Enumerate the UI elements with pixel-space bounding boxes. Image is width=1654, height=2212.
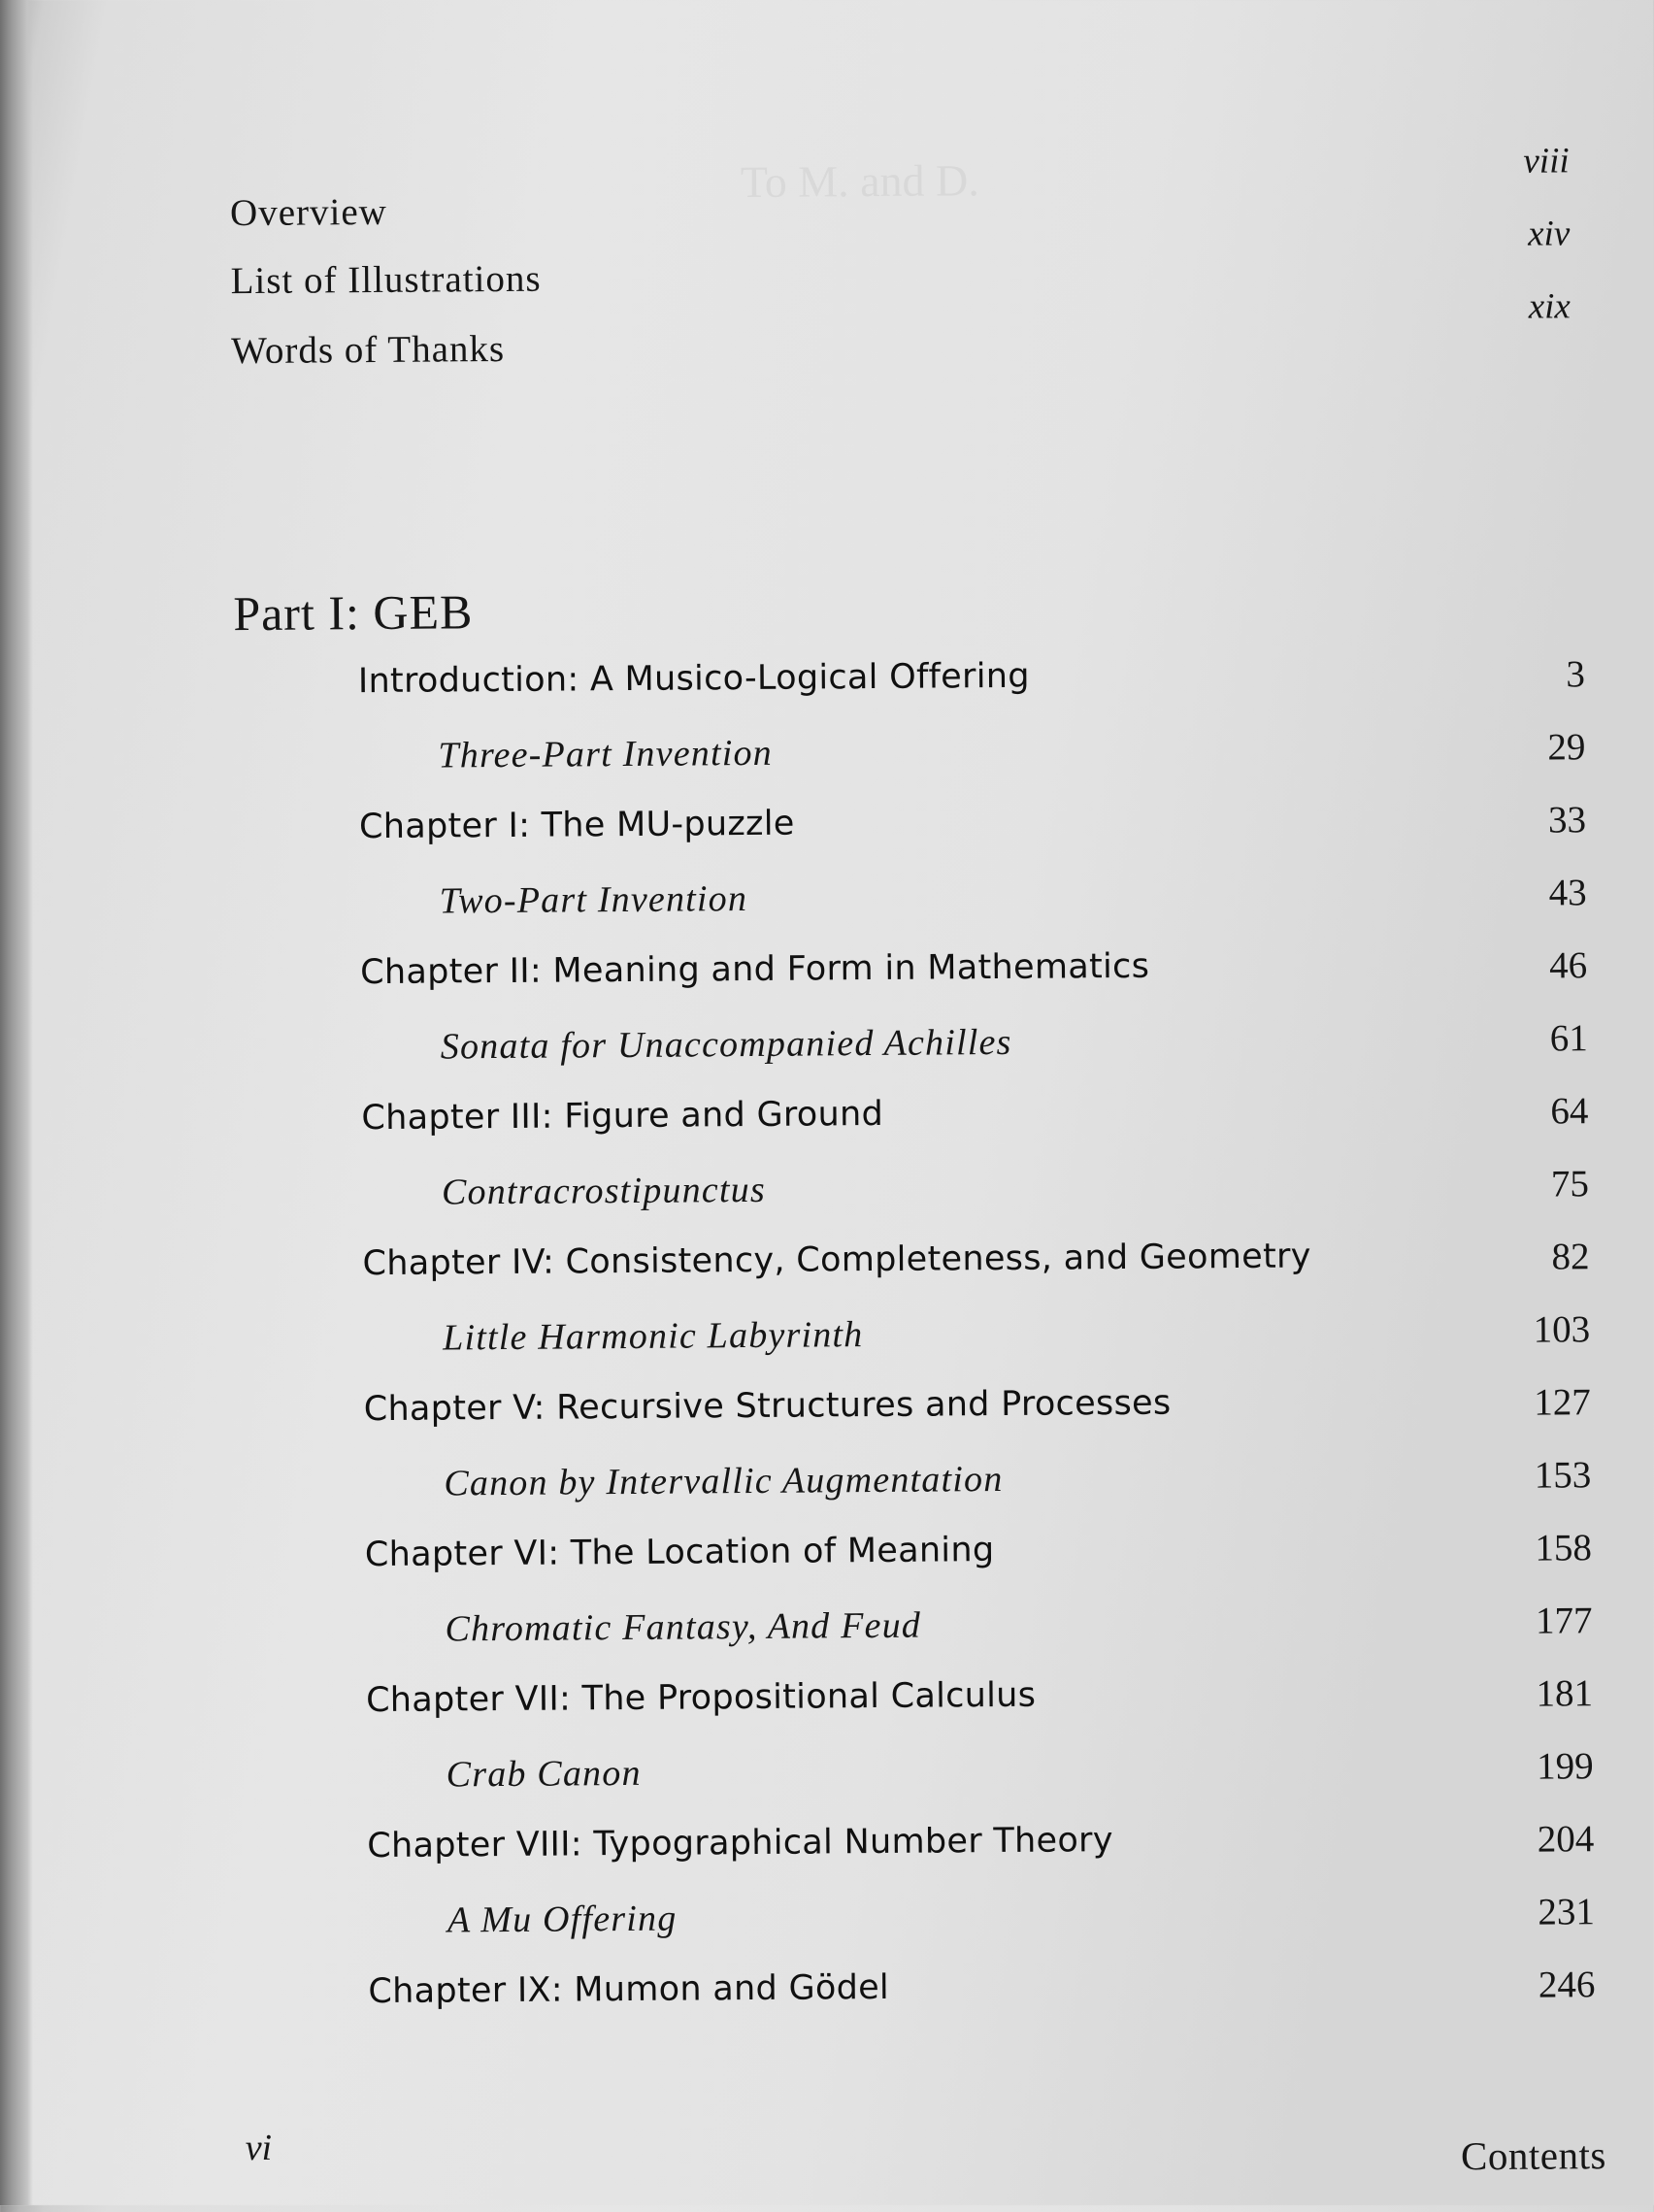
toc-entry-page: 3 [1566, 653, 1586, 696]
toc-entry-title: Crab Canon [446, 1752, 642, 1796]
toc-entry-page: 153 [1534, 1454, 1592, 1497]
toc-entry-title: Sonata for Unaccompanied Achilles [440, 1021, 1012, 1068]
toc-entry-title: Three-Part Invention [438, 732, 774, 776]
toc-entry-page: 61 [1549, 1017, 1588, 1060]
toc-entry-chapter-7[interactable] [5, 1671, 1654, 1742]
toc-entry-page: 231 [1538, 1891, 1596, 1933]
front-matter-words-of-thanks[interactable]: Words of Thanks [231, 327, 506, 373]
folio-page-number: vi [245, 2127, 273, 2169]
toc-entry-title: Chapter VI: The Location of Meaning [364, 1531, 995, 1575]
toc-entry-title: Chapter VIII: Typographical Number Theory [367, 1821, 1113, 1866]
toc-entry-chapter-3[interactable] [0, 1089, 1654, 1160]
toc-entry-two-part-invention[interactable] [0, 871, 1653, 941]
toc-entry-page: 29 [1547, 726, 1586, 769]
toc-entry-title: Chapter V: Recursive Structures and Processes [363, 1383, 1172, 1430]
toc-entry-page: 158 [1535, 1527, 1593, 1569]
front-matter-overview-page: viii [1523, 141, 1570, 182]
toc-entry-title: A Mu Offering [447, 1898, 678, 1941]
toc-entry-title: Canon by Intervallic Augmentation [444, 1458, 1004, 1504]
toc-entry-contracrostipunctus[interactable] [1, 1162, 1654, 1233]
toc-entry-chapter-9[interactable] [7, 1963, 1654, 2033]
front-matter-words-of-thanks-page: xix [1528, 286, 1571, 327]
toc-entry-chapter-8[interactable] [6, 1817, 1654, 1888]
toc-entry-page: 33 [1547, 799, 1587, 842]
toc-entry-sonata[interactable] [0, 1016, 1654, 1087]
toc-entry-crab-canon[interactable] [6, 1744, 1654, 1815]
toc-entry-chapter-6[interactable] [4, 1526, 1654, 1597]
toc-entry-chapter-2[interactable] [0, 943, 1653, 1014]
toc-entry-title: Contracrostipunctus [441, 1169, 767, 1213]
front-matter-overview[interactable]: Overview [229, 190, 388, 235]
toc-entry-title: Little Harmonic Labyrinth [443, 1314, 864, 1359]
toc-entry-page: 246 [1538, 1964, 1596, 2006]
toc-entry-introduction[interactable] [0, 652, 1651, 723]
running-head: Contents [1460, 2132, 1607, 2179]
toc-entry-page: 177 [1535, 1600, 1593, 1642]
toc-entry-page: 103 [1533, 1308, 1591, 1351]
toc-entry-page: 204 [1537, 1818, 1595, 1861]
show-through-dedication: To M. and D. [740, 155, 979, 208]
toc-entry-page: 75 [1550, 1163, 1590, 1205]
toc-entry-title: Chapter II: Meaning and Form in Mathematics [360, 946, 1150, 993]
toc-entry-page: 43 [1548, 872, 1587, 914]
toc-entry-title: Chapter III: Figure and Ground [361, 1094, 884, 1139]
toc-entry-title: Chapter I: The MU-puzzle [358, 804, 795, 847]
toc-entry-little-harmonic-labyrinth[interactable] [2, 1307, 1654, 1378]
toc-entry-page: 181 [1536, 1672, 1594, 1715]
toc-entry-page: 199 [1537, 1745, 1594, 1788]
toc-entry-three-part-invention[interactable] [0, 725, 1652, 796]
toc-entry-page: 82 [1551, 1236, 1590, 1278]
toc-entry-title: Chromatic Fantasy, And Feud [445, 1604, 922, 1650]
front-matter-list-of-illustrations[interactable]: List of Illustrations [230, 257, 542, 303]
toc-entry-chapter-1[interactable] [0, 798, 1652, 869]
toc-entry-chapter-4[interactable] [1, 1235, 1654, 1305]
front-matter-list-of-illustrations-page: xiv [1527, 214, 1571, 254]
toc-entry-title: Chapter VII: The Propositional Calculus [365, 1675, 1037, 1721]
part-heading: Part I: GEB [233, 584, 474, 642]
toc-entry-canon-by-intervallic-augmentation[interactable] [3, 1453, 1654, 1524]
toc-entry-a-mu-offering[interactable] [7, 1890, 1654, 1961]
toc-entry-title: Introduction: A Musico-Logical Offering [357, 656, 1030, 702]
toc-entry-chapter-5[interactable] [3, 1380, 1654, 1451]
toc-entry-page: 46 [1549, 944, 1588, 987]
toc-entry-chromatic-fantasy[interactable] [4, 1599, 1654, 1669]
toc-entry-page: 64 [1550, 1090, 1589, 1133]
toc-entry-page: 127 [1534, 1381, 1591, 1424]
toc-entry-title: Chapter IX: Mumon and Gödel [368, 1967, 890, 2012]
toc-entry-title: Chapter IV: Consistency, Completeness, and Geometry [362, 1237, 1311, 1284]
toc-entry-title: Two-Part Invention [439, 878, 748, 922]
